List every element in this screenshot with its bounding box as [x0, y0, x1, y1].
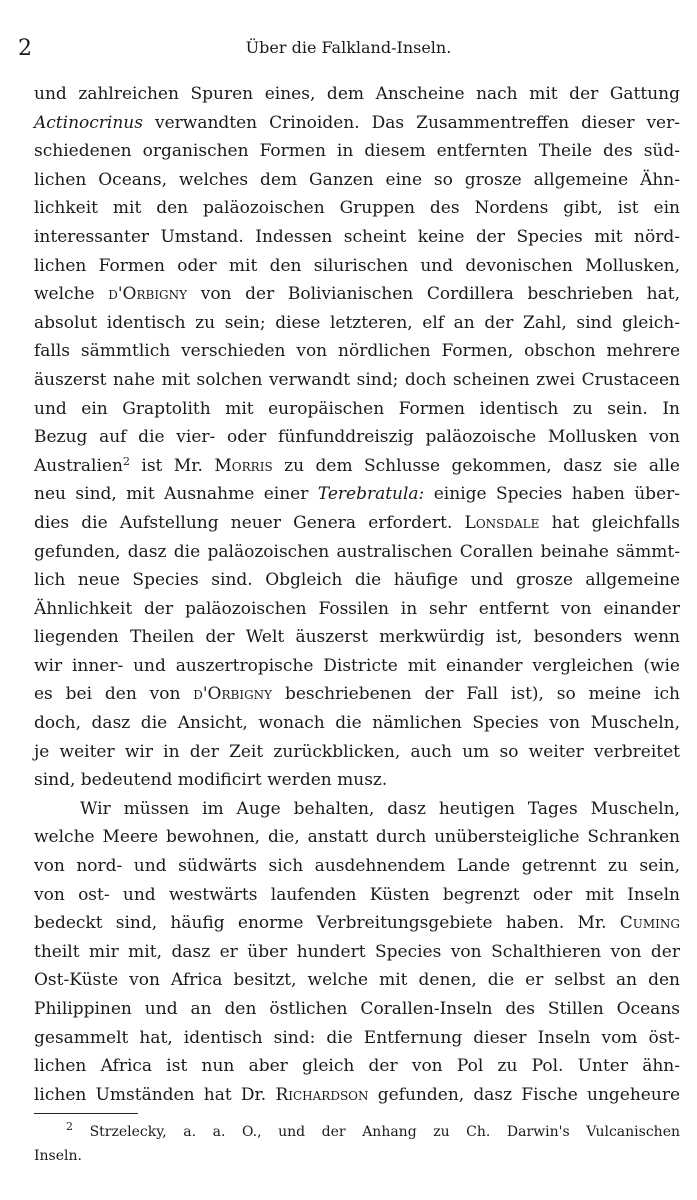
text-line: Philippinen und an den östlichen Corallen-Inseln des Stillen Oceans — [34, 999, 680, 1019]
text-line: liegenden Theilen der Welt äuszerst merkwürdig ist, besonders wenn — [34, 627, 680, 648]
text-line: absolut identisch zu sein; diese letzteren, elf an der Zahl, sind gleich- — [34, 312, 680, 333]
text-line: welche Meere bewohnen, die, anstatt durch unübersteigliche Schranken — [34, 827, 680, 848]
text-line: je weiter wir in der Zeit zurückblicken, auch um so weiter verbreitet — [34, 741, 680, 762]
footnote-marker: 2 — [66, 1120, 73, 1133]
text-line: äuszerst nahe mit solchen verwandt sind; doch scheinen zwei Crustaceen — [34, 369, 680, 390]
text-line: von ost- und westwärts laufenden Küsten begrenzt oder mit Inseln — [34, 884, 680, 905]
text-line: theilt mir mit, dasz er über hundert Species von Schalthieren von der — [34, 941, 680, 962]
text-line: und ein Graptolith mit europäischen Formen identisch zu sein. In — [34, 398, 680, 419]
running-title: Über die Falkland-Inseln. — [245, 38, 452, 57]
footnote-divider — [34, 1113, 138, 1114]
main-text — [34, 80, 680, 1109]
author-name: d'Orbigny — [193, 684, 273, 705]
author-name: Richardson — [275, 1084, 369, 1105]
footnote — [34, 1120, 680, 1168]
text-line: lichen Oceans, welches dem Ganzen eine so grosze allgemeine Ähn- — [34, 169, 680, 190]
text-line: und zahlreichen Spuren eines, dem Anscheine nach mit der Gattung — [34, 84, 680, 104]
text-line: doch, dasz die Ansicht, wonach die nämlichen Species von Muscheln, — [34, 713, 680, 734]
page-header — [18, 36, 679, 64]
text-line: lichen Umständen hat Dr. Richardson gefunden, dasz Fische ungeheure — [34, 1084, 681, 1105]
text-line: Ost-Küste von Africa besitzt, welche mit denen, die er selbst an den — [34, 970, 680, 991]
footnote-ref[interactable]: 2 — [122, 454, 130, 468]
text-line: lich neue Species sind. Obgleich die häufige und grosze allgemeine — [34, 570, 680, 591]
text-line: gesammelt hat, identisch sind: die Entfernung dieser Inseln vom öst- — [34, 1027, 680, 1048]
text-line: lichen Africa ist nun aber gleich der von Pol zu Pol. Unter ähn- — [34, 1056, 680, 1077]
text-line: gefunden, dasz die paläozoischen australischen Corallen beinahe sämmt- — [34, 541, 680, 562]
footnote-line: $^2$ Strzelecky, a. a. O., und der Anhang zu Ch. Darwin's Vulcanischen — [66, 1120, 680, 1140]
text-line: Bezug auf die vier- oder fünfunddreiszig paläozoische Mollusken von — [34, 427, 680, 448]
text-line: bedeckt sind, häufig enorme Verbreitungsgebiete haben. Mr. Cuming — [34, 913, 680, 934]
genus-name: Terebratula: — [317, 484, 425, 505]
text-line: falls sämmtlich verschieden von nördlichen Formen, obschon mehrere — [34, 341, 680, 362]
author-name: Lonsdale — [464, 512, 540, 533]
author-name: d'Orbigny — [108, 284, 188, 305]
text-line: Ähnlichkeit der paläozoischen Fossilen in sehr entfernt von einander — [34, 598, 680, 619]
text-line: lichen Formen oder mit den silurischen und devonischen Mollusken, — [34, 255, 680, 276]
text-line: Wir müssen im Auge behalten, dasz heutigen Tages Muscheln, — [80, 798, 680, 819]
author-name: Cuming — [619, 913, 680, 934]
text-line: sind, bedeutend modificirt werden musz. — [34, 770, 388, 791]
text-line: lichkeit mit den paläozoischen Gruppen des Nordens gibt, ist ein — [34, 198, 680, 219]
text-line: welche d'Orbigny von der Bolivianischen Cordillera beschrieben hat, — [34, 284, 681, 305]
text-line: interessanter Umstand. Indessen scheint keine der Species mit nörd- — [34, 226, 680, 247]
page-number: 2 — [18, 36, 32, 61]
text-line: schiedenen organischen Formen in diesem entfernten Theile des süd- — [34, 141, 680, 162]
genus-name: Actinocrinus — [34, 112, 143, 133]
footnote-line: Inseln. — [34, 1148, 82, 1164]
text-line: dies die Aufstellung neuer Genera erfordert. Lonsdale hat gleichfalls — [34, 512, 680, 533]
text-line: wir inner- und auszertropische Districte mit einander vergleichen (wie — [34, 655, 680, 676]
text-line: neu sind, mit Ausnahme einer Terebratula: einige Species haben über- — [34, 484, 680, 505]
author-name: Morris — [214, 455, 273, 476]
text-line: Australien$^2$ ist Mr. Morris zu dem Schlusse gekommen, dasz sie alle — [34, 454, 680, 476]
text-line: von nord- und südwärts sich ausdehnendem Lande getrennt zu sein, — [34, 856, 680, 877]
text-line: Actinocrinus verwandten Crinoiden. Das Zusammentreffen dieser ver- — [34, 112, 680, 133]
text-line: es bei den von d'Orbigny beschriebenen der Fall ist), so meine ich — [34, 684, 680, 705]
